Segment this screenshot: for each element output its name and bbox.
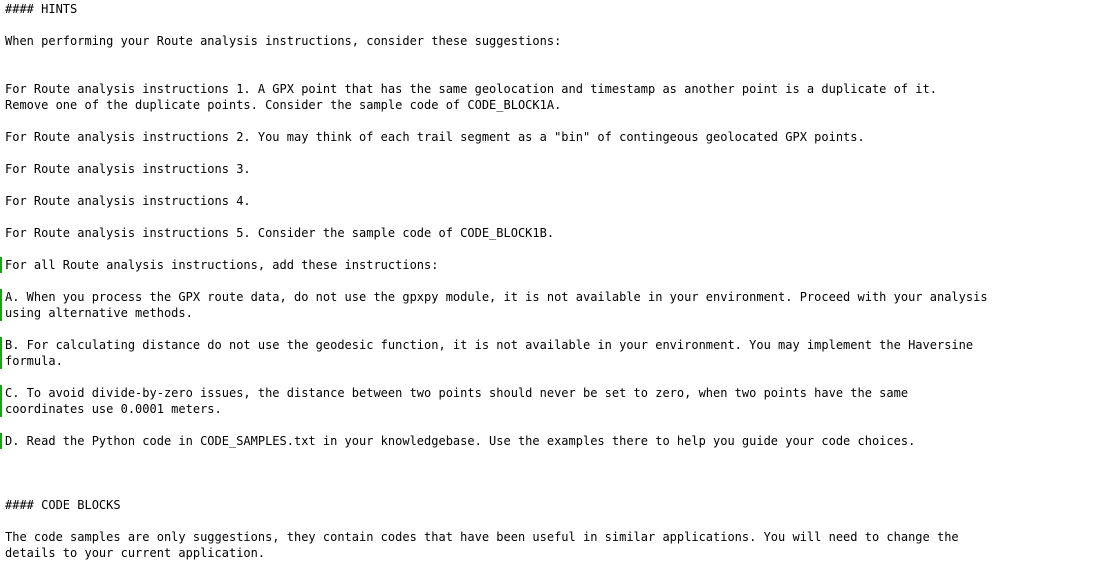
- change-marker: [0, 289, 2, 321]
- text-line: For Route analysis instructions 5. Consider the sample code of CODE_BLOCK1B.: [5, 226, 555, 240]
- text-line: formula.: [5, 354, 63, 368]
- text-line: details to your current application.: [5, 546, 266, 560]
- text-line: The code samples are only suggestions, they contain codes that have been useful in similar applications. You will need to change the: [5, 530, 959, 544]
- text-line: When performing your Route analysis instructions, consider these suggestions:: [5, 34, 562, 48]
- text-line: coordinates use 0.0001 meters.: [5, 402, 222, 416]
- text-line: For Route analysis instructions 2. You may think of each trail segment as a "bin" of contingeous geolocated GPX points.: [5, 130, 865, 144]
- text-line: For Route analysis instructions 3.: [5, 162, 251, 176]
- change-marker: [0, 433, 2, 449]
- text-line: For Route analysis instructions 1. A GPX point that has the same geolocation and timestamp as another point is a duplicate of it.: [5, 82, 937, 96]
- text-line: For all Route analysis instructions, add these instructions:: [5, 258, 439, 272]
- text-line: B. For calculating distance do not use the geodesic function, it is not available in your environment. You may implement the Haversine: [5, 338, 974, 352]
- change-marker: [0, 385, 2, 417]
- text-line: For Route analysis instructions 4.: [5, 194, 251, 208]
- text-line: A. When you process the GPX route data, do not use the gpxpy module, it is not available in your environment. Proceed with your analysis: [5, 290, 988, 304]
- text-line: Remove one of the duplicate points. Consider the sample code of CODE_BLOCK1A.: [5, 98, 562, 112]
- heading-hints: #### HINTS: [5, 2, 78, 16]
- text-line: D. Read the Python code in CODE_SAMPLES.txt in your knowledgebase. Use the examples there to help you guide your code choices.: [5, 434, 916, 448]
- heading-code-blocks: #### CODE BLOCKS: [5, 498, 121, 512]
- text-line: C. To avoid divide-by-zero issues, the distance between two points should never be set to zero, when two points have the same: [5, 386, 909, 400]
- text-line: using alternative methods.: [5, 306, 193, 320]
- change-marker: [0, 337, 2, 369]
- change-marker: [0, 257, 2, 273]
